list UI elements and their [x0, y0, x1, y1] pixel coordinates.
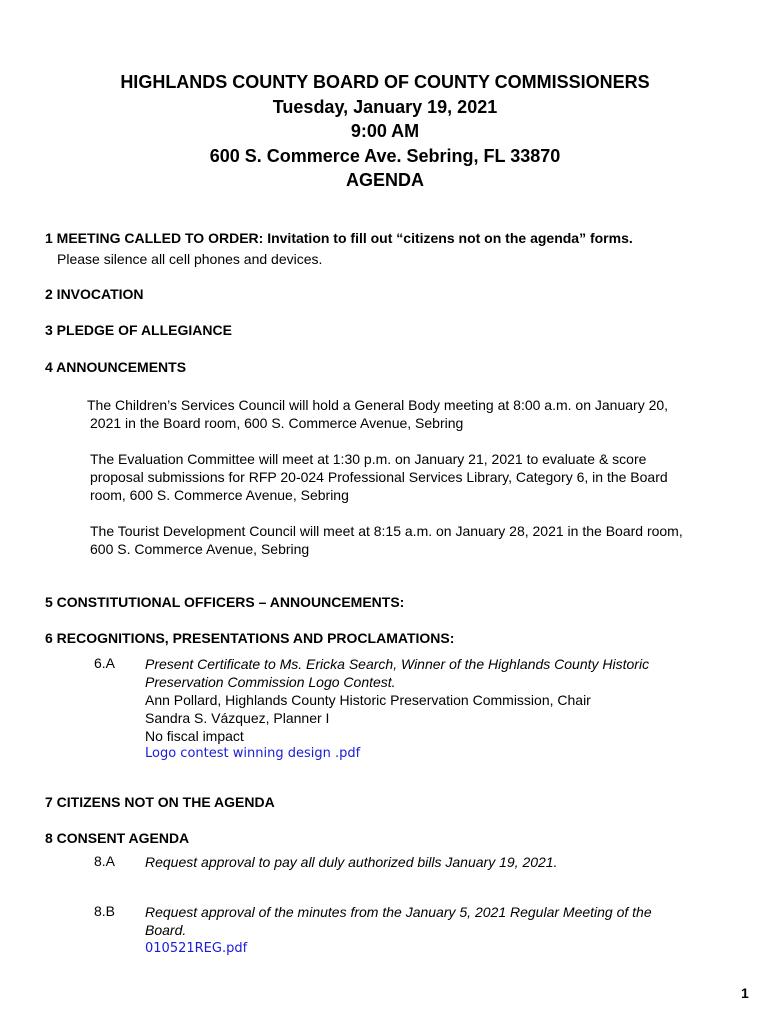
org-title: HIGHLANDS COUNTY BOARD OF COUNTY COMMISSIONERS: [120, 72, 650, 92]
announcement-2-line-3: room, 600 S. Commerce Avenue, Sebring: [90, 487, 349, 503]
minutes-pdf-link[interactable]: 010521REG.pdf: [145, 941, 248, 956]
item-6a-line-4: Sandra S. Vázquez, Planner I: [145, 710, 330, 726]
page-number: 1: [741, 985, 749, 1001]
meeting-address: 600 S. Commerce Ave. Sebring, FL 33870: [209, 145, 561, 166]
item-6a-line-5: No fiscal impact: [145, 728, 244, 744]
announcement-1-line-2: 2021 in the Board room, 600 S. Commerce Avenue, Sebring: [90, 415, 464, 431]
announcement-1-line-1: The Children’s Services Council will hold a General Body meeting at 8:00 a.m. on January 20,: [87, 397, 669, 413]
section-4-title: 4 ANNOUNCEMENTS: [45, 359, 187, 375]
announcement-3-line-2: 600 S. Commerce Avenue, Sebring: [90, 541, 310, 557]
item-8b-line-1: Request approval of the minutes from the January 5, 2021 Regular Meeting of the: [145, 904, 652, 920]
section-1-note: Please silence all cell phones and devices.: [57, 251, 323, 267]
section-7-title: 7 CITIZENS NOT ON THE AGENDA: [45, 794, 275, 810]
section-1-title: 1 MEETING CALLED TO ORDER: Invitation to fill out “citizens not on the agenda” forms.: [45, 230, 633, 246]
announcement-3-line-1: The Tourist Development Council will meet at 8:15 a.m. on January 28, 2021 in the Board room,: [90, 523, 683, 539]
meeting-date: Tuesday, January 19, 2021: [272, 96, 498, 117]
agenda-header: [0, 70, 770, 193]
meeting-time: 9:00 AM: [350, 121, 420, 141]
section-8-title: 8 CONSENT AGENDA: [45, 830, 190, 846]
section-2-title: 2 INVOCATION: [45, 286, 144, 302]
item-6a-number: 6.A: [94, 655, 116, 671]
section-3-title: 3 PLEDGE OF ALLEGIANCE: [45, 322, 232, 338]
announcement-2-line-2: proposal submissions for RFP 20-024 Professional Services Library, Category 6, in the Board: [90, 469, 668, 485]
item-6a-line-2: Preservation Commission Logo Contest.: [145, 674, 396, 690]
section-5-title: 5 CONSTITUTIONAL OFFICERS – ANNOUNCEMENTS:: [45, 594, 405, 610]
item-8b-line-2: Board.: [145, 922, 187, 938]
item-6a-line-3: Ann Pollard, Highlands County Historic Preservation Commission, Chair: [145, 692, 591, 708]
item-8a-text: Request approval to pay all duly authorized bills January 19, 2021.: [145, 854, 558, 870]
section-6-title: 6 RECOGNITIONS, PRESENTATIONS AND PROCLAMATIONS:: [45, 630, 455, 646]
logo-contest-pdf-link[interactable]: Logo contest winning design .pdf: [145, 746, 361, 761]
item-8b-number: 8.B: [94, 903, 116, 919]
agenda-title: AGENDA: [345, 170, 424, 190]
item-8a-number: 8.A: [94, 853, 116, 869]
item-6a-line-1: Present Certificate to Ms. Ericka Search, Winner of the Highlands County Historic: [145, 656, 650, 672]
announcement-2-line-1: The Evaluation Committee will meet at 1:30 p.m. on January 21, 2021 to evaluate & score: [90, 451, 647, 467]
